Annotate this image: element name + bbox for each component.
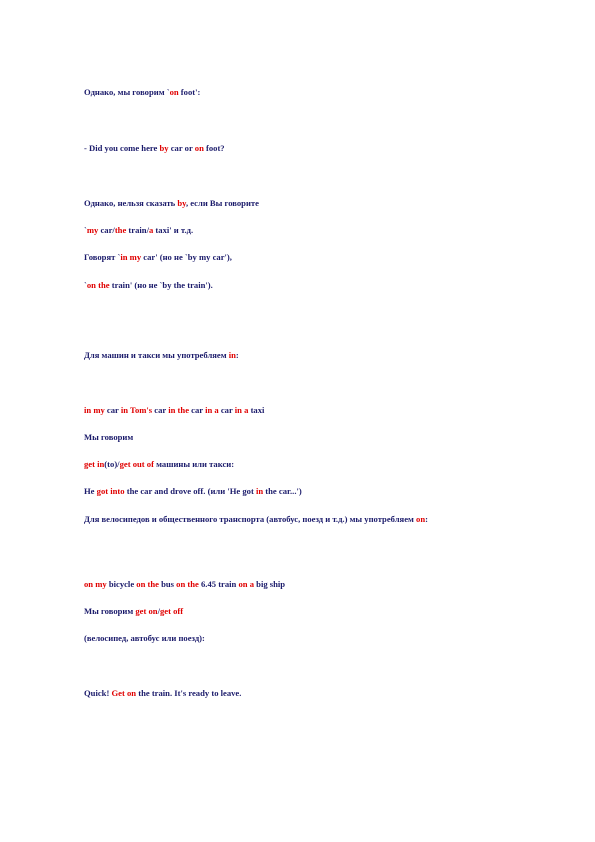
line-text: the car and drove off. (или 'He got bbox=[124, 486, 256, 496]
line-text: car' (но не `by my car'), bbox=[141, 252, 232, 262]
text-line bbox=[84, 431, 133, 443]
highlight-text: got into bbox=[96, 486, 125, 496]
line-text: (to)/ bbox=[104, 459, 120, 469]
highlight-text: by bbox=[177, 198, 186, 208]
text-line bbox=[84, 605, 183, 617]
line-text: машины или такси: bbox=[153, 459, 235, 469]
line-text: / bbox=[157, 606, 160, 616]
highlight-text: get off bbox=[159, 606, 184, 616]
text-line bbox=[84, 513, 464, 525]
text-line bbox=[84, 142, 225, 154]
highlight-text: in my bbox=[84, 405, 105, 415]
text-line bbox=[84, 578, 285, 590]
line-text: train' (но не `by the train'). bbox=[109, 280, 213, 290]
line-text: foot': bbox=[178, 87, 201, 97]
line-text: bicycle bbox=[106, 579, 137, 589]
line-text: ` bbox=[84, 280, 87, 290]
line-text: Для велосипедов и общественного транспорта (автобус, поезд и т.д.) мы употребляем bbox=[84, 514, 417, 524]
line-text: 6.45 train bbox=[198, 579, 239, 589]
highlight-text: on bbox=[194, 143, 204, 153]
line-text: (велосипед, автобус или поезд): bbox=[84, 633, 205, 643]
highlight-text: my bbox=[86, 225, 99, 235]
highlight-text: in bbox=[255, 486, 264, 496]
text-line bbox=[84, 279, 213, 291]
highlight-text: a bbox=[148, 225, 154, 235]
text-line bbox=[84, 86, 200, 98]
text-line bbox=[84, 224, 193, 236]
text-line bbox=[84, 251, 232, 263]
highlight-text: on the bbox=[176, 579, 199, 589]
line-text: taxi bbox=[248, 405, 265, 415]
line-text: : bbox=[235, 350, 239, 360]
highlight-text: in Tom's bbox=[120, 405, 153, 415]
line-text: bus bbox=[158, 579, 177, 589]
text-line bbox=[84, 349, 239, 361]
highlight-text: on bbox=[416, 514, 426, 524]
highlight-text: on the bbox=[86, 280, 110, 290]
text-line bbox=[84, 632, 205, 644]
text-line bbox=[84, 687, 241, 699]
line-text: Говорят ` bbox=[84, 252, 121, 262]
highlight-text: get in bbox=[84, 459, 105, 469]
line-text: train/ bbox=[126, 225, 149, 235]
highlight-text: on a bbox=[238, 579, 255, 589]
line-text: Quick! bbox=[84, 688, 112, 698]
line-text: , если Вы говорите bbox=[185, 198, 259, 208]
text-line bbox=[84, 485, 302, 497]
line-text: car/ bbox=[98, 225, 115, 235]
line-text: car bbox=[189, 405, 206, 415]
line-text: foot? bbox=[203, 143, 225, 153]
highlight-text: in a bbox=[234, 405, 249, 415]
text-line bbox=[84, 197, 259, 209]
highlight-text: on bbox=[169, 87, 179, 97]
line-text: Однако, нельзя сказать bbox=[84, 198, 178, 208]
text-line bbox=[84, 458, 234, 470]
highlight-text: in a bbox=[205, 405, 219, 415]
line-text: Мы говорим bbox=[84, 606, 136, 616]
line-text: ` bbox=[84, 225, 87, 235]
highlight-text: in the bbox=[168, 405, 190, 415]
text-line bbox=[84, 404, 264, 416]
line-text: - Did you come here bbox=[84, 143, 160, 153]
highlight-text: the bbox=[114, 225, 127, 235]
highlight-text: on the bbox=[136, 579, 159, 589]
highlight-text: in my bbox=[120, 252, 142, 262]
highlight-text: get on bbox=[135, 606, 158, 616]
line-text: taxi' и т.д. bbox=[153, 225, 194, 235]
line-text: car bbox=[104, 405, 121, 415]
line-text: the train. It's ready to leave. bbox=[136, 688, 242, 698]
line-text: big ship bbox=[254, 579, 286, 589]
line-text: the car...') bbox=[263, 486, 302, 496]
line-text: Мы говорим bbox=[84, 432, 134, 442]
line-text: He bbox=[84, 486, 97, 496]
highlight-text: get out of bbox=[119, 459, 154, 469]
line-text: Для машин и такси мы употребляем bbox=[84, 350, 229, 360]
highlight-text: by bbox=[159, 143, 169, 153]
highlight-text: on my bbox=[84, 579, 107, 589]
highlight-text: in bbox=[228, 350, 236, 360]
line-text: Однако, мы говорим ` bbox=[84, 87, 170, 97]
highlight-text: Get on bbox=[111, 688, 137, 698]
line-text: car or bbox=[168, 143, 195, 153]
line-text: car bbox=[218, 405, 235, 415]
line-text: car bbox=[152, 405, 169, 415]
line-text: : bbox=[425, 514, 428, 524]
